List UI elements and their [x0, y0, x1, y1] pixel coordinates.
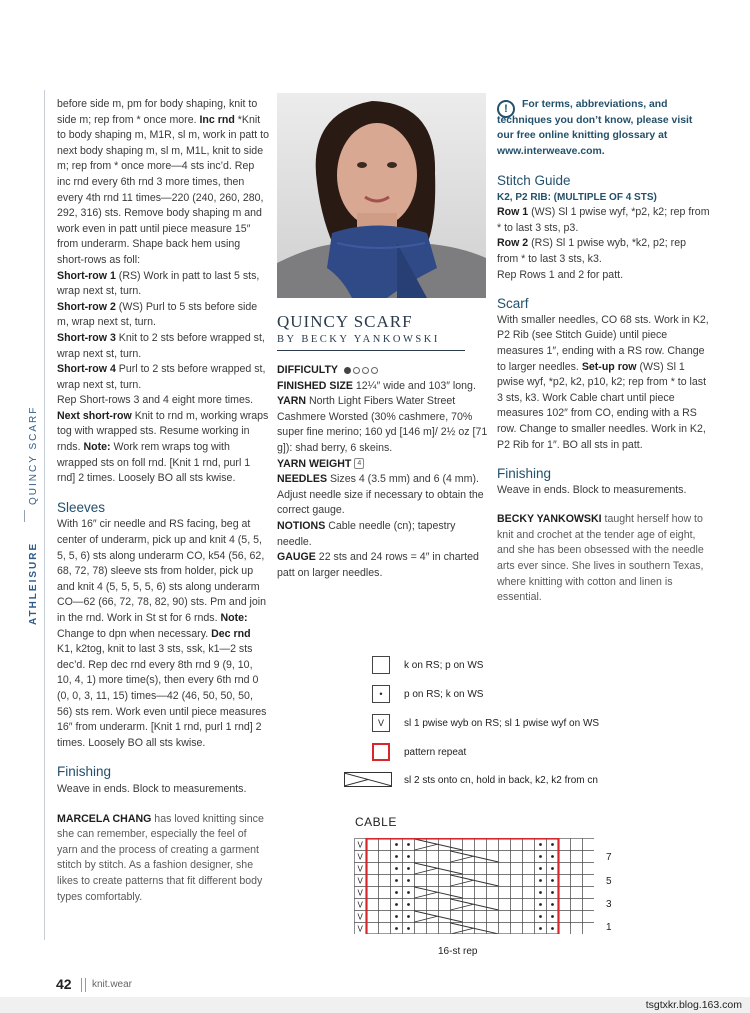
chart-cell — [439, 875, 451, 887]
chart-purl-mark — [551, 903, 554, 906]
chart-cell — [367, 923, 379, 935]
chart-cell — [499, 839, 511, 851]
chart-purl-mark — [407, 855, 410, 858]
chart-cell — [499, 911, 511, 923]
chart-cell — [415, 923, 427, 935]
chart-cell — [379, 863, 391, 875]
chart-purl-mark — [395, 891, 398, 894]
designer-bio-chang: MARCELA CHANG has loved knitting since she can remember, especially the feel of yarn and the process of creating a garment stitch by stitch. As a fashion designer, she likes to create patterns that fit different body types comfortably. — [57, 812, 264, 903]
chart-purl-mark — [551, 927, 554, 930]
row-label-5: 5 — [606, 876, 612, 887]
chart-purl-mark — [407, 927, 410, 930]
difficulty-row: DIFFICULTY — [277, 363, 490, 379]
chart-cell — [499, 887, 511, 899]
chart-cell — [571, 875, 583, 887]
chart-cell — [487, 911, 499, 923]
chart-purl-mark — [407, 903, 410, 906]
gauge: GAUGE 22 sts and 24 rows = 4″ in charted patt on larger needles. — [277, 551, 479, 579]
chart-purl-mark — [395, 915, 398, 918]
chart-cell — [499, 851, 511, 863]
terms-callout — [497, 97, 697, 159]
chart-cell — [499, 875, 511, 887]
chart-cell — [379, 851, 391, 863]
chart-cell — [571, 923, 583, 935]
scarf-heading: Scarf — [497, 296, 529, 312]
legend-text: sl 2 sts onto cn, hold in back, k2, k2 from cn — [404, 774, 598, 786]
blog-credit: tsgtxkr.blog.163.com — [645, 999, 742, 1011]
chart-cell — [367, 839, 379, 851]
chart-purl-mark — [407, 879, 410, 882]
chart-cell — [367, 899, 379, 911]
yarn: YARN North Light Fibers Water Street Cashmere Worsted (30% cashmere, 70% super fine merino; 160 yd [146 m]/ 2½ oz [71 g]): shad berry, 6 skeins. — [277, 395, 488, 454]
stitch-repeat: Rep Rows 1 and 2 for patt. — [497, 268, 624, 281]
chart-cell — [415, 875, 427, 887]
row-label-1: 1 — [606, 922, 612, 933]
legend-text: pattern repeat — [404, 746, 467, 758]
chart-cell — [499, 923, 511, 935]
chart-purl-mark — [395, 843, 398, 846]
chart-purl-mark — [539, 867, 542, 870]
short-row-1: Short-row 1 (RS) Work in patt to last 5 sts, wrap next st, turn. — [57, 269, 260, 298]
difficulty-dot-1 — [344, 367, 351, 374]
chart-cell — [583, 839, 595, 851]
chart-cell — [511, 911, 523, 923]
chart-cell — [367, 911, 379, 923]
chart-purl-mark — [407, 867, 410, 870]
chart-cell — [379, 875, 391, 887]
row-label-7: 7 — [606, 852, 612, 863]
chart-cell — [571, 911, 583, 923]
difficulty-rating — [344, 367, 378, 374]
chart-cell — [415, 851, 427, 863]
chart-cell — [571, 863, 583, 875]
chart-cell — [559, 875, 571, 887]
finishing-text-right: Weave in ends. Block to measurements. — [497, 483, 687, 496]
chart-cell — [559, 911, 571, 923]
legend-text: sl 1 pwise wyb on RS; sl 1 pwise wyf on WS — [404, 717, 600, 729]
chart-cell — [571, 839, 583, 851]
cable-symbol-icon — [344, 772, 392, 788]
chart-cell — [559, 887, 571, 899]
chart-cell — [523, 887, 535, 899]
chart-purl-mark — [539, 927, 542, 930]
legend-text: k on RS; p on WS — [404, 659, 484, 671]
chart-cell — [571, 899, 583, 911]
chart-cell — [511, 851, 523, 863]
stitch-guide-heading: Stitch Guide — [497, 173, 571, 188]
chart-cell — [379, 887, 391, 899]
notions: NOTIONS Cable needle (cn); tapestry needle. — [277, 519, 456, 548]
chart-cell — [487, 839, 499, 851]
chart-cell — [499, 899, 511, 911]
chart-purl-mark — [395, 867, 398, 870]
needles: NEEDLES Sizes 4 (3.5 mm) and 6 (4 mm). Adjust needle size if necessary to obtain the correct gauge. — [277, 473, 484, 517]
chart-cell — [571, 851, 583, 863]
column-left — [57, 97, 269, 905]
legend-knit — [372, 656, 483, 674]
chart-cell — [583, 899, 595, 911]
body-shaping-text: before side m, pm for body shaping, knit to side m; rep from * once more. Inc rnd *Knit to body shaping m, M1R, sl m, work in patt to next body shaping m, sl m, M1L, knit to side m; rep from * once more—4 sts inc’d. Rep inc rnd every 6th rnd 3 more times, then every 4th rnd 11 times—220 (240, 260, 280, 292, 316) sts. Remove body shaping m and work even in patt until piece measure 15″ from underarm. Shape back hem using short-rows as foll: — [57, 98, 269, 266]
chart-cell — [379, 911, 391, 923]
sidebar-label-athleisure: ATHLEISURE — [28, 541, 39, 625]
pattern-byline: BY BECKY YANKOWSKI — [277, 334, 440, 345]
sleeves-heading: Sleeves — [57, 499, 106, 515]
chart-purl-mark — [395, 927, 398, 930]
chart-cell — [487, 887, 499, 899]
difficulty-dot-2 — [353, 367, 360, 374]
difficulty-dot-4 — [371, 367, 378, 374]
chart-cell — [367, 875, 379, 887]
chart-cell — [583, 887, 595, 899]
stitch-row-2: Row 2 (RS) Sl 1 pwise wyb, *k2, p2; rep from * to last 3 sts, k3. — [497, 237, 686, 265]
chart-purl-mark — [539, 855, 542, 858]
sidebar-rule — [44, 90, 45, 940]
pattern-title: QUINCY SCARF — [277, 312, 413, 331]
chart-cell — [463, 863, 475, 875]
chart-cell — [523, 863, 535, 875]
difficulty-dot-3 — [362, 367, 369, 374]
chart-cell — [427, 923, 439, 935]
chart-cell — [427, 875, 439, 887]
chart-purl-mark — [407, 915, 410, 918]
chart-cell — [379, 839, 391, 851]
row-label-3: 3 — [606, 899, 612, 910]
chart-cell — [559, 851, 571, 863]
chart-cell — [523, 875, 535, 887]
cable-chart — [354, 838, 594, 934]
chart-cell — [583, 851, 595, 863]
chart-purl-mark — [539, 879, 542, 882]
chart-cell — [439, 851, 451, 863]
pattern-specs — [277, 363, 490, 581]
legend-text: p on RS; k on WS — [404, 688, 484, 700]
chart-cell — [475, 839, 487, 851]
chart-cell — [559, 923, 571, 935]
chart-cell — [511, 875, 523, 887]
chart-purl-mark — [395, 855, 398, 858]
chart-cell — [475, 887, 487, 899]
chart-cell — [583, 923, 595, 935]
short-row-3: Short-row 3 Knit to 2 sts before wrapped st, wrap next st, turn. — [57, 331, 265, 360]
chart-slip-mark: V — [357, 888, 363, 898]
model-photo — [277, 93, 486, 298]
chart-cell — [475, 863, 487, 875]
chart-cell — [583, 875, 595, 887]
chart-purl-mark — [395, 879, 398, 882]
empty-square-icon — [372, 656, 390, 674]
chart-slip-mark: V — [357, 900, 363, 910]
chart-purl-mark — [551, 855, 554, 858]
chart-cell — [367, 887, 379, 899]
chart-purl-mark — [539, 915, 542, 918]
chart-slip-mark: V — [357, 852, 363, 862]
info-icon: ! — [497, 100, 515, 118]
chart-purl-mark — [551, 867, 554, 870]
sidebar-label-quincy-scarf: QUINCY SCARF — [28, 405, 39, 505]
yarn-weight-icon: 4 — [354, 458, 364, 469]
v-square-icon: V — [372, 714, 390, 732]
chart-cell — [463, 839, 475, 851]
chart-slip-mark: V — [357, 924, 363, 934]
sleeves-text: With 16″ cir needle and RS facing, beg at center of underarm, pick up and knit 4 (5, 5, 5, 5, 6) sts along underarm CO, k54 (56, 62, 68, 72, 78) sleeve sts from holder, pick up and knit 4 (5, 5, 5, 5, 6) sts along underarm CO—62 (66, 72, 78, 82, 90) sts. Pm and join in the rnd. Work in St st for 6 rnds. Note: Change to dpn when necessary. Dec rnd K1, k2tog, knit to last 3 sts, ssk, k1—2 sts dec’d. Rep dec rnd every 8th rnd 9 (9, 10, 10, 4, 1) more time(s), then every 6th rnd 0 (0, 0, 3, 11, 15) times—42 (46, 50, 50, 50, 56) sts rem. Work even until piece measures 16″ from underarm. [Knit 1 rnd, purl 1 rnd] 2 times. Loosely BO all sts kwise. — [57, 518, 267, 749]
legend-repeat — [372, 743, 466, 761]
chart-cell — [511, 887, 523, 899]
chart-cell — [559, 899, 571, 911]
column-right — [497, 173, 710, 606]
chart-purl-mark — [539, 843, 542, 846]
red-square-icon — [372, 743, 390, 761]
designer-bio-yankowski: BECKY YANKOWSKI taught herself how to knit and crochet at the tender age of eight, and she has been obsessed with the needle arts ever since. She lives in southern Texas, where knitting with cotton and linen is essential. — [497, 513, 704, 604]
scarf-text: With smaller needles, CO 68 sts. Work in K2, P2 Rib (see Stitch Guide) until piece measures 1″, ending with a RS row. Change to larger needles. Set-up row (WS) Sl 1 pwise wyf, *p2, k2, p10, k2; rep from * to last 3 sts, k3. Work Cable chart until piece measures 102″ from CO, ending with a RS row. Change to smaller needles. Work in K2, P2 Rib for 1″. BO all sts in patt. — [497, 313, 709, 451]
chart-cell — [463, 887, 475, 899]
chart-purl-mark — [551, 879, 554, 882]
chart-cell — [439, 899, 451, 911]
chart-cell — [583, 863, 595, 875]
chart-cell — [523, 899, 535, 911]
dot-square-icon: • — [372, 685, 390, 703]
finishing-heading-left: Finishing — [57, 764, 112, 780]
stitch-row-1: Row 1 (WS) Sl 1 pwise wyf, *p2, k2; rep from * to last 3 sts, p3. — [497, 206, 710, 234]
page-number: 42 — [56, 976, 72, 992]
chart-cell — [511, 899, 523, 911]
stitch-guide-subheading: K2, P2 RIB: (MULTIPLE OF 4 STS) — [497, 191, 657, 203]
chart-slip-mark: V — [357, 864, 363, 874]
chart-cell — [427, 899, 439, 911]
chart-cell — [499, 863, 511, 875]
legend-cable — [344, 772, 598, 788]
chart-cell — [559, 839, 571, 851]
chart-cell — [487, 863, 499, 875]
legend-purl — [372, 685, 483, 703]
chart-cell — [511, 923, 523, 935]
chart-cell — [367, 851, 379, 863]
chart-purl-mark — [551, 891, 554, 894]
chart-cell — [379, 923, 391, 935]
chart-purl-mark — [539, 903, 542, 906]
chart-cell — [583, 911, 595, 923]
title-rule — [277, 350, 465, 351]
repeat-label: 16-st rep — [438, 946, 478, 957]
chart-cell — [523, 839, 535, 851]
finished-size: FINISHED SIZE 12¼″ wide and 103″ long. — [277, 379, 476, 392]
chart-purl-mark — [395, 903, 398, 906]
chart-cell — [523, 911, 535, 923]
chart-cell — [559, 863, 571, 875]
model-photo-illustration — [277, 93, 486, 298]
chart-slip-mark: V — [357, 912, 363, 922]
chart-slip-mark: V — [357, 876, 363, 886]
chart-purl-mark — [539, 891, 542, 894]
sidebar-rule-top — [24, 510, 25, 522]
short-row-repeat: Rep Short-rows 3 and 4 eight more times. Next short-row Knit to rnd m, working wraps tog with wrapped sts. Resume working in rnds. Note: Work rem wraps tog with wrapped sts on foll rnd. [Knit 1 rnd, purl 1 rnd] 2 times. Loosely BO all sts kwise. — [57, 394, 269, 485]
short-row-4: Short-row 4 Purl to 2 sts before wrapped st, wrap next st, turn. — [57, 363, 266, 391]
chart-cell — [571, 887, 583, 899]
chart-cell — [427, 851, 439, 863]
chart-cell — [511, 863, 523, 875]
chart-cell — [475, 911, 487, 923]
chart-cell — [415, 899, 427, 911]
chart-slip-mark: V — [357, 840, 363, 850]
chart-cell — [463, 911, 475, 923]
chart-purl-mark — [407, 843, 410, 846]
finishing-heading-right: Finishing — [497, 466, 552, 482]
finishing-text-left: Weave in ends. Block to measurements. — [57, 782, 247, 795]
chart-cell — [523, 851, 535, 863]
chart-cell — [379, 899, 391, 911]
chart-cell — [511, 839, 523, 851]
pattern-title-block — [277, 312, 487, 351]
legend-slip — [372, 714, 599, 732]
chart-purl-mark — [551, 915, 554, 918]
chart-cell — [475, 923, 487, 935]
chart-purl-mark — [551, 843, 554, 846]
short-row-2: Short-row 2 (WS) Purl to 5 sts before side m, wrap next st, turn. — [57, 300, 258, 329]
chart-title: CABLE — [355, 815, 397, 829]
magazine-name: knit.wear — [92, 979, 133, 990]
footer-divider — [81, 978, 86, 992]
terms-text: For terms, abbreviations, and techniques you don’t know, please visit our free online knitting glossary at www.interweave.com. — [497, 99, 693, 157]
yarn-weight: YARN WEIGHT 4 — [277, 457, 490, 473]
chart-cell — [367, 863, 379, 875]
chart-cell — [523, 923, 535, 935]
footer-bar — [0, 997, 750, 1013]
chart-cell — [439, 923, 451, 935]
chart-purl-mark — [407, 891, 410, 894]
